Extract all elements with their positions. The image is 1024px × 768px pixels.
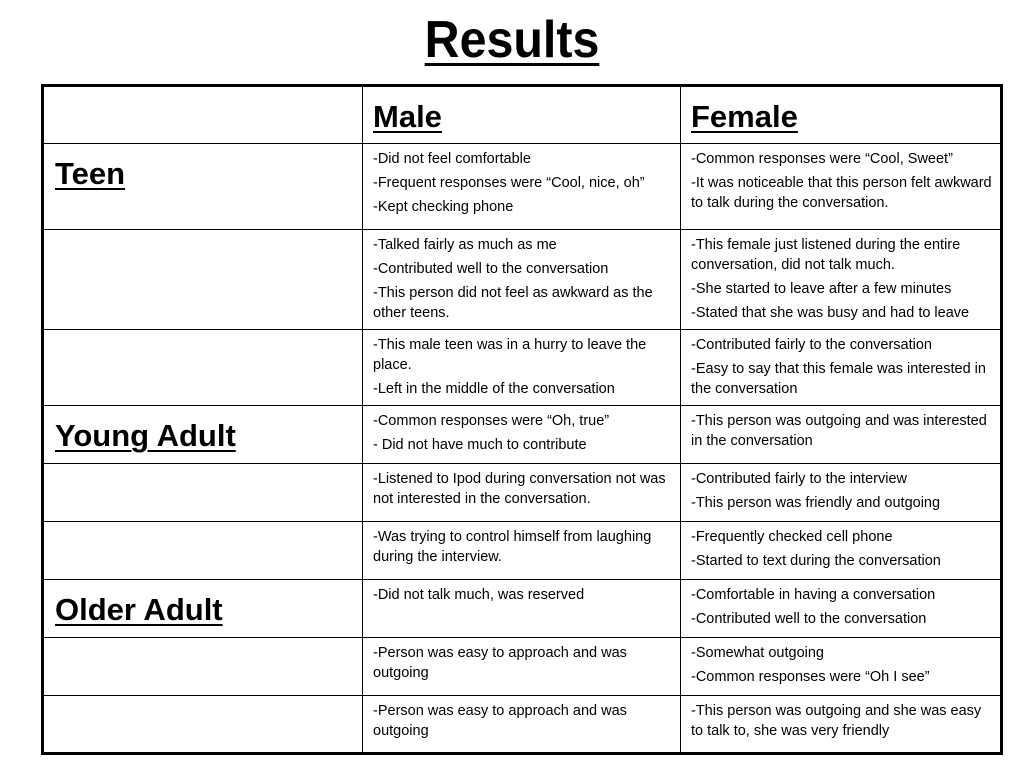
female-note: -It was noticeable that this person felt awkward to talk during the conversation. <box>691 175 992 211</box>
male-cell <box>363 580 681 638</box>
male-note: -Listened to Ipod during conversation not was not interested in the conversation. <box>373 471 666 507</box>
female-cell <box>681 330 1002 406</box>
header-row <box>43 86 1002 144</box>
header-male: Male <box>363 86 681 144</box>
male-note: -Did not feel comfortable <box>373 151 531 167</box>
male-note: -Contributed well to the conversation <box>373 261 609 277</box>
male-note: -This person did not feel as awkward as the other teens. <box>373 285 653 321</box>
male-cell <box>363 696 681 754</box>
group-label-empty <box>43 330 363 406</box>
group-label-empty <box>43 522 363 580</box>
female-cell <box>681 580 1002 638</box>
results-table <box>41 84 1003 755</box>
male-cell <box>363 406 681 464</box>
male-note: -Did not talk much, was reserved <box>373 587 585 603</box>
group-label-teen: Teen <box>43 144 363 230</box>
table-row <box>43 230 1002 330</box>
female-note: -Contributed well to the conversation <box>691 611 927 627</box>
female-note: -This person was outgoing and she was easy to talk to, she was very friendly <box>691 703 982 739</box>
group-label-empty <box>43 230 363 330</box>
female-note: -Common responses were “Cool, Sweet” <box>691 151 953 167</box>
female-note: -Contributed fairly to the interview <box>691 471 907 487</box>
header-female: Female <box>681 86 1002 144</box>
male-cell <box>363 464 681 522</box>
group-label-young-adult: Young Adult <box>43 406 363 464</box>
female-note: -Contributed fairly to the conversation <box>691 337 932 353</box>
female-cell <box>681 230 1002 330</box>
group-label-empty <box>43 464 363 522</box>
header-empty-cell <box>43 86 363 144</box>
page-title: Results <box>424 11 600 69</box>
male-cell <box>363 638 681 696</box>
female-cell <box>681 696 1002 754</box>
female-cell <box>681 522 1002 580</box>
female-cell <box>681 144 1002 230</box>
female-cell <box>681 406 1002 464</box>
male-note: -This male teen was in a hurry to leave the place. <box>373 337 647 373</box>
male-note: - Did not have much to contribute <box>373 437 587 453</box>
male-note: -Common responses were “Oh, true” <box>373 413 610 429</box>
female-note: -Stated that she was busy and had to leave <box>691 305 970 321</box>
table-row <box>43 330 1002 406</box>
table-row <box>43 580 1002 638</box>
male-cell <box>363 330 681 406</box>
female-note: -Started to text during the conversation <box>691 553 941 569</box>
male-note: -Kept checking phone <box>373 199 514 215</box>
female-note: -Somewhat outgoing <box>691 645 824 661</box>
group-label-empty <box>43 696 363 754</box>
male-cell <box>363 522 681 580</box>
male-note: -Talked fairly as much as me <box>373 237 557 253</box>
table-row <box>43 696 1002 754</box>
table-row <box>43 522 1002 580</box>
female-note: -She started to leave after a few minutes <box>691 281 952 297</box>
female-note: -Common responses were “Oh I see” <box>691 669 930 685</box>
male-note: -Was trying to control himself from laughing during the interview. <box>373 529 652 565</box>
female-note: -Easy to say that this female was interested in the conversation <box>691 361 986 397</box>
female-note: -This female just listened during the entire conversation, did not talk much. <box>691 237 961 273</box>
table-row <box>43 144 1002 230</box>
female-note: -Comfortable in having a conversation <box>691 587 936 603</box>
female-note: -This person was friendly and outgoing <box>691 495 941 511</box>
male-note: -Person was easy to approach and was outgoing <box>373 645 627 681</box>
female-note: -This person was outgoing and was interested in the conversation <box>691 413 987 449</box>
male-cell <box>363 230 681 330</box>
female-note: -Frequently checked cell phone <box>691 529 893 545</box>
male-note: -Person was easy to approach and was outgoing <box>373 703 627 739</box>
table-row <box>43 638 1002 696</box>
female-cell <box>681 464 1002 522</box>
male-note: -Left in the middle of the conversation <box>373 381 615 397</box>
male-note: -Frequent responses were “Cool, nice, oh” <box>373 175 645 191</box>
group-label-older-adult: Older Adult <box>43 580 363 638</box>
male-cell <box>363 144 681 230</box>
table-row <box>43 406 1002 464</box>
group-label-empty <box>43 638 363 696</box>
table-row <box>43 464 1002 522</box>
female-cell <box>681 638 1002 696</box>
